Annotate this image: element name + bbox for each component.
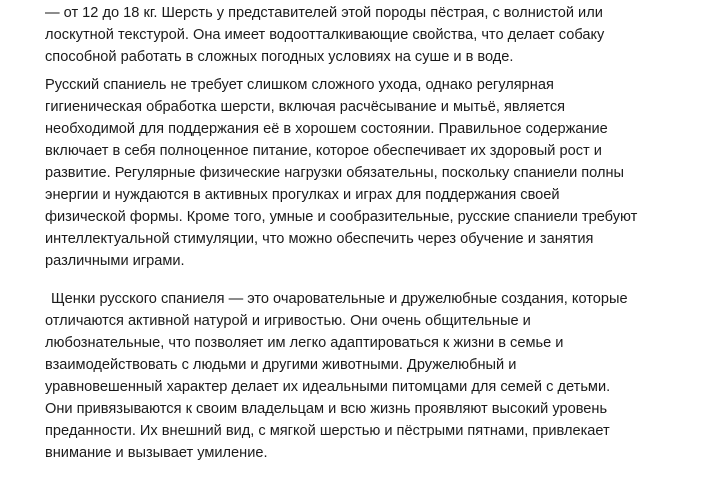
text-line: уравновешенный характер делает их идеальными питомцами для семей с детьми.: [45, 379, 611, 395]
text-line: способной работать в сложных погодных условиях на суше и в воде.: [45, 49, 514, 65]
text-line: любознательные, что позволяет им легко адаптироваться к жизни в семье и: [45, 335, 564, 351]
text-line: отличаются активной натурой и игривостью. Они очень общительные и: [45, 313, 531, 329]
text-line: энергии и нуждаются в активных прогулках и играх для поддержания своей: [45, 187, 560, 203]
text-line: лоскутной текстурой. Она имеет водоотталкивающие свойства, что делает собаку: [45, 27, 605, 43]
text-line: внимание и вызывает умиление.: [45, 445, 268, 461]
text-line: включает в себя полноценное питание, которое обеспечивает их здоровый рост и: [45, 143, 602, 159]
text-line: взаимодействовать с людьми и другими животными. Дружелюбный и: [45, 357, 517, 373]
paragraph-puppies: [45, 288, 628, 464]
text-line: гигиеническая обработка шерсти, включая расчёсывание и мытьё, является: [45, 99, 566, 115]
text-line: необходимой для поддержания её в хорошем состоянии. Правильное содержание: [45, 121, 608, 137]
paragraph-dog-coat: [45, 2, 604, 68]
text-line: физической формы. Кроме того, умные и сообразительные, русские спаниели требуют: [45, 209, 638, 225]
text-line: Русский спаниель не требует слишком сложного ухода, однако регулярная: [45, 77, 554, 93]
text-line: развитие. Регулярные физические нагрузки обязательны, поскольку спаниели полны: [45, 165, 625, 181]
text-line: — от 12 до 18 кг. Шерсть у представителей этой породы пёстрая, с волнистой или: [45, 5, 603, 21]
text-line: Они привязываются к своим владельцам и всю жизнь проявляют высокий уровень: [45, 401, 608, 417]
text-line: интеллектуальной стимуляции, что можно обеспечить через обучение и занятия: [45, 231, 594, 247]
paragraph-dog-care: [45, 74, 637, 272]
text-line: Щенки русского спаниеля — это очаровательные и дружелюбные создания, которые: [51, 291, 628, 307]
text-line: преданности. Их внешний вид, с мягкой шерстью и пёстрыми пятнами, привлекает: [45, 423, 610, 439]
text-line: различными играми.: [45, 253, 185, 269]
